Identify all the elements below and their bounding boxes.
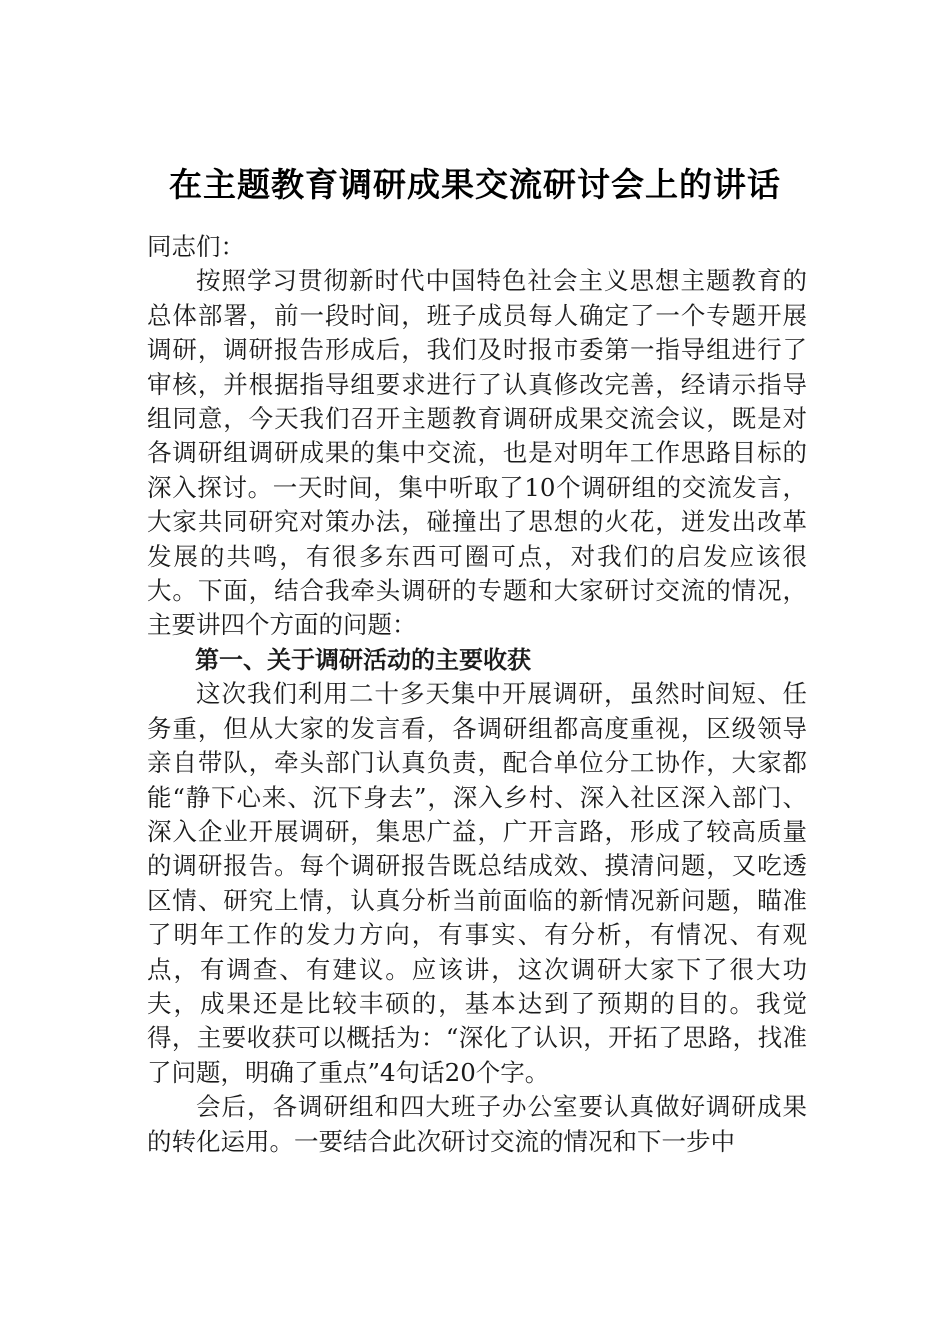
paragraph: 会后，各调研组和四大班子办公室要认真做好调研成果的转化运用。一要结合此次研讨交流的情况和下一步中 <box>147 1092 807 1156</box>
salutation: 同志们： <box>147 232 245 261</box>
document-title: 在主题教育调研成果交流研讨会上的讲话 <box>169 165 781 204</box>
document-body <box>147 230 807 1159</box>
paragraph: 按照学习贯彻新时代中国特色社会主义思想主题教育的总体部署，前一段时间，班子成员每人确定了一个专题开展调研，调研报告形成后，我们及时报市委第一指导组进行了审核，并根据指导组要求进行了认真修改完善，经请示指导组同意，今天我们召开主题教育调研成果交流会议，既是对各调研组调研成果的集中交流，也是对明年工作思路目标的深入探讨。一天时间，集中听取了10个调研组的交流发言，大家共同研究对策办法，碰撞出了思想的火花，迸发出改革发展的共鸣，有很多东西可圈可点，对我们的启发应该很大。下面，结合我牵头调研的专题和大家研讨交流的情况，主要讲四个方面的问题： <box>147 266 807 640</box>
paragraph: 这次我们利用二十多天集中开展调研，虽然时间短、任务重，但从大家的发言看，各调研组都高度重视，区级领导亲自带队，牵头部门认真负责，配合单位分工协作，大家都能“静下心来、沉下身去”，深入乡村、深入社区深入部门、深入企业开展调研，集思广益，广开言路，形成了较高质量的调研报告。每个调研报告既总结成效、摸清问题，又吃透区情、研究上情，认真分析当前面临的新情况新问题，瞄准了明年工作的发力方向，有事实、有分析，有情况、有观点，有调查、有建议。应该讲，这次调研大家下了很大功夫，成果还是比较丰硕的，基本达到了预期的目的。我觉得，主要收获可以概括为：“深化了认识，开拓了思路，找准了问题，明确了重点”4句话20个字。 <box>147 679 807 1087</box>
section-heading: 第一、关于调研活动的主要收获 <box>195 645 531 674</box>
